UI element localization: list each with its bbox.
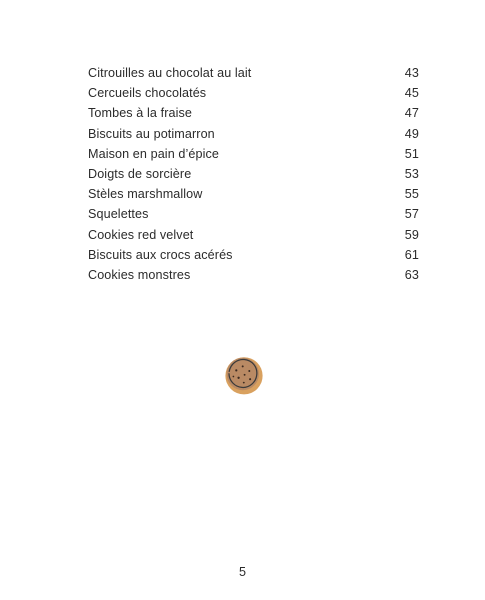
- toc-entry[interactable]: [88, 207, 419, 227]
- toc-entry-page: 61: [404, 247, 419, 262]
- toc-entry-page: 45: [404, 86, 419, 101]
- toc-entry-title: Biscuits au potimarron: [88, 126, 215, 141]
- toc-entry-title: Cercueils chocolatés: [88, 86, 207, 101]
- toc-entry-title: Citrouilles au chocolat au lait: [88, 66, 252, 80]
- cookie-icon: [223, 354, 265, 396]
- toc-entry[interactable]: [88, 228, 419, 248]
- toc-entry-page: 53: [404, 166, 419, 181]
- toc-entry-page: 55: [404, 187, 419, 202]
- toc-entry-title: Biscuits aux crocs acérés: [88, 247, 233, 262]
- cookie-body: [227, 358, 259, 390]
- toc-entry-page: 51: [404, 146, 419, 161]
- toc-entry-page: 63: [404, 267, 419, 282]
- toc-entry[interactable]: [88, 187, 419, 207]
- toc-entry[interactable]: [88, 106, 419, 126]
- toc-entry[interactable]: [88, 248, 419, 268]
- toc-entry-title: Squelettes: [88, 207, 149, 222]
- toc-entry[interactable]: [88, 167, 419, 187]
- toc-entry-title: Cookies monstres: [88, 267, 191, 282]
- toc-entry[interactable]: [88, 147, 419, 167]
- toc-entry-title: Maison en pain d’épice: [88, 146, 220, 161]
- toc-entry-title: Tombes à la fraise: [88, 106, 192, 121]
- toc-entry-title: Cookies red velvet: [88, 227, 194, 242]
- toc-entry-page: 57: [404, 207, 419, 222]
- toc-entry[interactable]: [88, 66, 419, 86]
- toc-entry-page: 59: [404, 227, 419, 242]
- table-of-contents: [88, 66, 419, 288]
- toc-entry[interactable]: [88, 268, 419, 288]
- toc-entry-title: Doigts de sorcière: [88, 166, 192, 181]
- toc-entry[interactable]: [88, 86, 419, 106]
- toc-entry[interactable]: [88, 127, 419, 147]
- page-number: 5: [238, 565, 246, 579]
- toc-entry-page: 47: [404, 106, 419, 121]
- toc-entry-page: 43: [404, 66, 419, 80]
- toc-entry-page: 49: [404, 126, 419, 141]
- toc-entry-title: Stèles marshmallow: [88, 187, 203, 202]
